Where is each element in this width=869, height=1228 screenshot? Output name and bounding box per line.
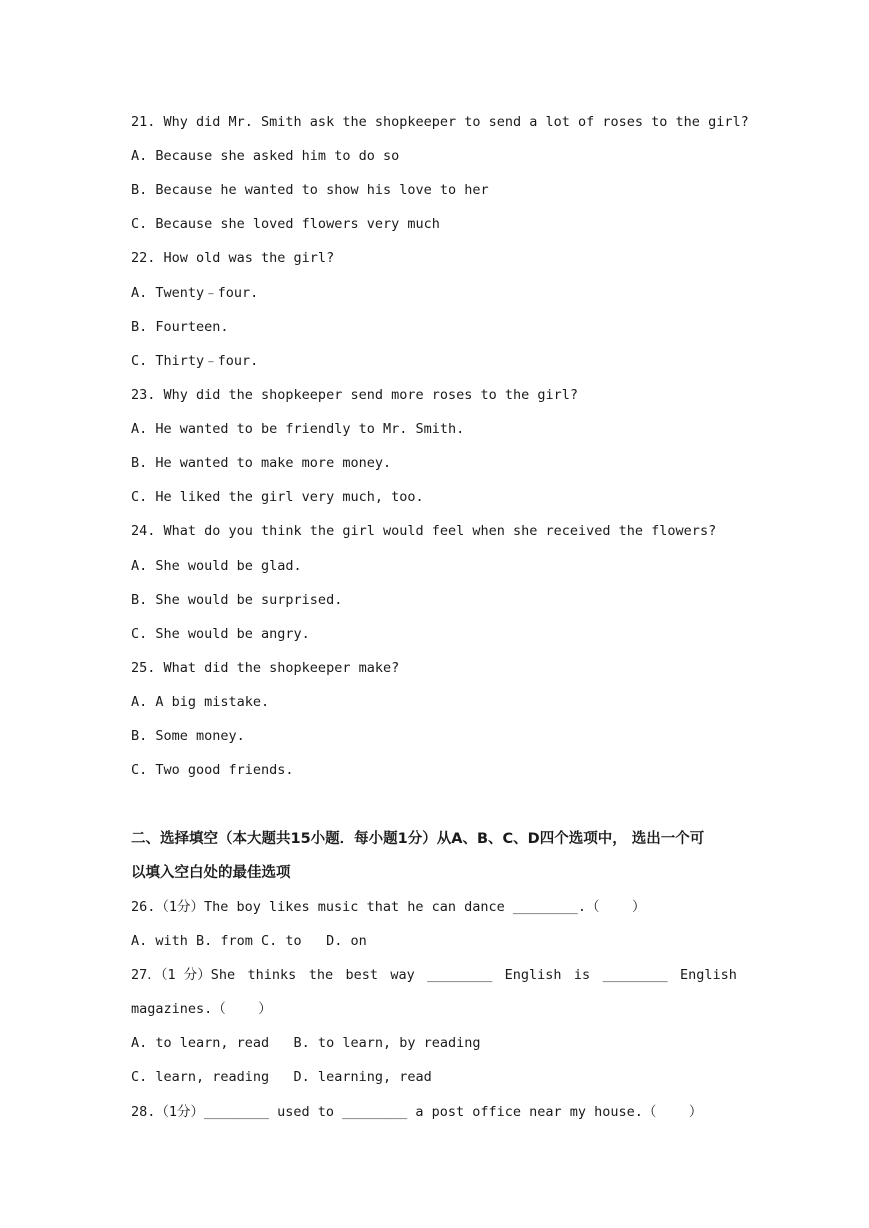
question-21-option-a: A. Because she asked him to do so [131, 148, 400, 164]
question-27-word: 27．（1 分）She [131, 967, 236, 983]
question-22-option-c: C. Thirty﹣four. [131, 353, 259, 369]
question-26-stem: 26.（1分）The boy likes music that he can dance ________.（ ） [131, 899, 646, 915]
question-27-word: English [504, 967, 562, 983]
question-27-blank: ________ [602, 967, 668, 983]
question-25-option-c: C. Two good friends. [131, 762, 294, 778]
question-26-options: A. with B. from C. to D. on [131, 933, 367, 949]
question-24-option-c: C. She would be angry. [131, 626, 310, 642]
question-27-word: way [390, 967, 415, 983]
question-22-stem: 22. How old was the girl? [131, 250, 335, 266]
question-22-option-b: B. Fourteen. [131, 319, 229, 335]
question-27-stem-line-2: magazines.（ ） [131, 1001, 272, 1017]
question-24-stem: 24. What do you think the girl would feel when she received the flowers? [131, 523, 717, 539]
question-21-option-c: C. Because she loved flowers very much [131, 216, 440, 232]
question-25-option-a: A. A big mistake. [131, 694, 270, 710]
question-27-options-line-2: C. learn, reading D. learning, read [131, 1069, 432, 1085]
question-21-option-b: B. Because he wanted to show his love to her [131, 182, 489, 198]
section-2-heading-line-2: 以填入空白处的最佳选项 [131, 865, 291, 881]
question-23-option-b: B. He wanted to make more money. [131, 455, 392, 471]
question-24-option-b: B. She would be surprised. [131, 592, 343, 608]
question-27-blank: ________ [427, 967, 493, 983]
question-27-word: is [573, 967, 591, 983]
question-27-word: the [308, 967, 334, 983]
question-27-word: best [345, 967, 379, 983]
question-28-stem: 28.（1分）________ used to ________ a post office near my house.（ ） [131, 1104, 703, 1120]
question-23-option-c: C. He liked the girl very much, too. [131, 489, 424, 505]
question-27-options-line-1: A. to learn, read B. to learn, by reading [131, 1035, 481, 1051]
question-27-stem-line-1 [131, 964, 737, 986]
question-22-option-a: A. Twenty﹣four. [131, 285, 259, 301]
question-25-option-b: B. Some money. [131, 728, 245, 744]
section-2-heading-line-1: 二、选择填空（本大题共15小题．每小题1分）从A、B、C、D四个选项中， 选出一个可 [131, 831, 705, 847]
question-24-option-a: A. She would be glad. [131, 558, 302, 574]
question-27-word: thinks [247, 967, 297, 983]
question-25-stem: 25. What did the shopkeeper make? [131, 660, 400, 676]
question-23-stem: 23. Why did the shopkeeper send more roses to the girl? [131, 387, 579, 403]
question-21-stem: 21. Why did Mr. Smith ask the shopkeeper to send a lot of roses to the girl? [131, 114, 749, 130]
question-23-option-a: A. He wanted to be friendly to Mr. Smith. [131, 421, 465, 437]
question-27-word: English [679, 967, 737, 983]
